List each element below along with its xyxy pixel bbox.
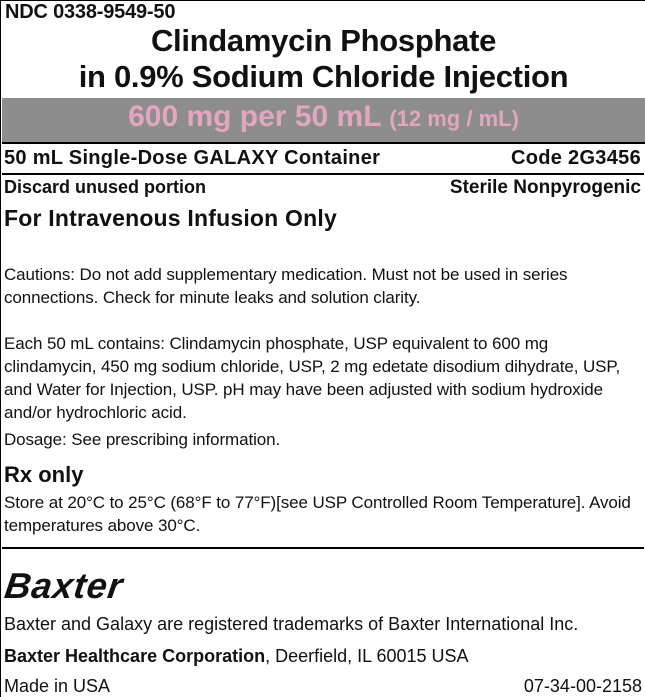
container-description: 50 mL Single-Dose GALAXY Container <box>4 147 381 169</box>
container-row <box>4 147 641 170</box>
route-of-administration: For Intravenous Infusion Only <box>4 205 337 231</box>
baxter-logo: Baxter <box>2 565 127 606</box>
label-code: 07-34-00-2158 <box>523 676 642 696</box>
strength-band <box>2 98 645 144</box>
contents-text: Each 50 mL contains: Clindamycin phosphate, USP equivalent to 600 mg clindamycin, 450 mg sodium chloride, USP, 2 mg edetate disodium dihydrate, USP, and Water for Injection, USP. pH may have been adjusted with sodium hydroxide and/or hydrochloric acid. <box>4 334 621 422</box>
storage-text: Store at 20°C to 25°C (68°F to 77°F)[see USP Controlled Room Temperature]. Avoid temperatures above 30°C. <box>4 493 631 535</box>
manufacturer-line <box>4 646 469 667</box>
product-title-line1: Clindamycin Phosphate <box>150 23 497 58</box>
strength-text <box>2 100 645 134</box>
strength-main: 600 mg per 50 mL <box>128 100 381 133</box>
divider-top <box>2 173 644 175</box>
dosage-text: Dosage: See prescribing information. <box>4 430 281 449</box>
divider-bottom <box>2 547 644 549</box>
discard-note: Discard unused portion <box>4 177 207 197</box>
trademark-notice: Baxter and Galaxy are registered trademarks of Baxter International Inc. <box>4 614 579 634</box>
strength-concentration: (12 mg / mL) <box>389 106 519 131</box>
rx-only: Rx only <box>4 462 84 487</box>
manufacturer-address: , Deerfield, IL 60015 USA <box>265 646 469 666</box>
ndc-number: NDC 0338-9549-50 <box>5 1 176 23</box>
sterile-note: Sterile Nonpyrogenic <box>449 177 641 198</box>
product-code: Code 2G3456 <box>510 147 641 169</box>
country-of-origin: Made in USA <box>4 676 111 696</box>
manufacturer-name: Baxter Healthcare Corporation <box>4 646 266 666</box>
handling-row <box>4 177 641 198</box>
cautions-text: Cautions: Do not add supplementary medication. Must not be used in series connections. Check for minute leaks and solution clarity. <box>4 265 568 307</box>
product-title-line2: in 0.9% Sodium Chloride Injection <box>78 59 569 94</box>
